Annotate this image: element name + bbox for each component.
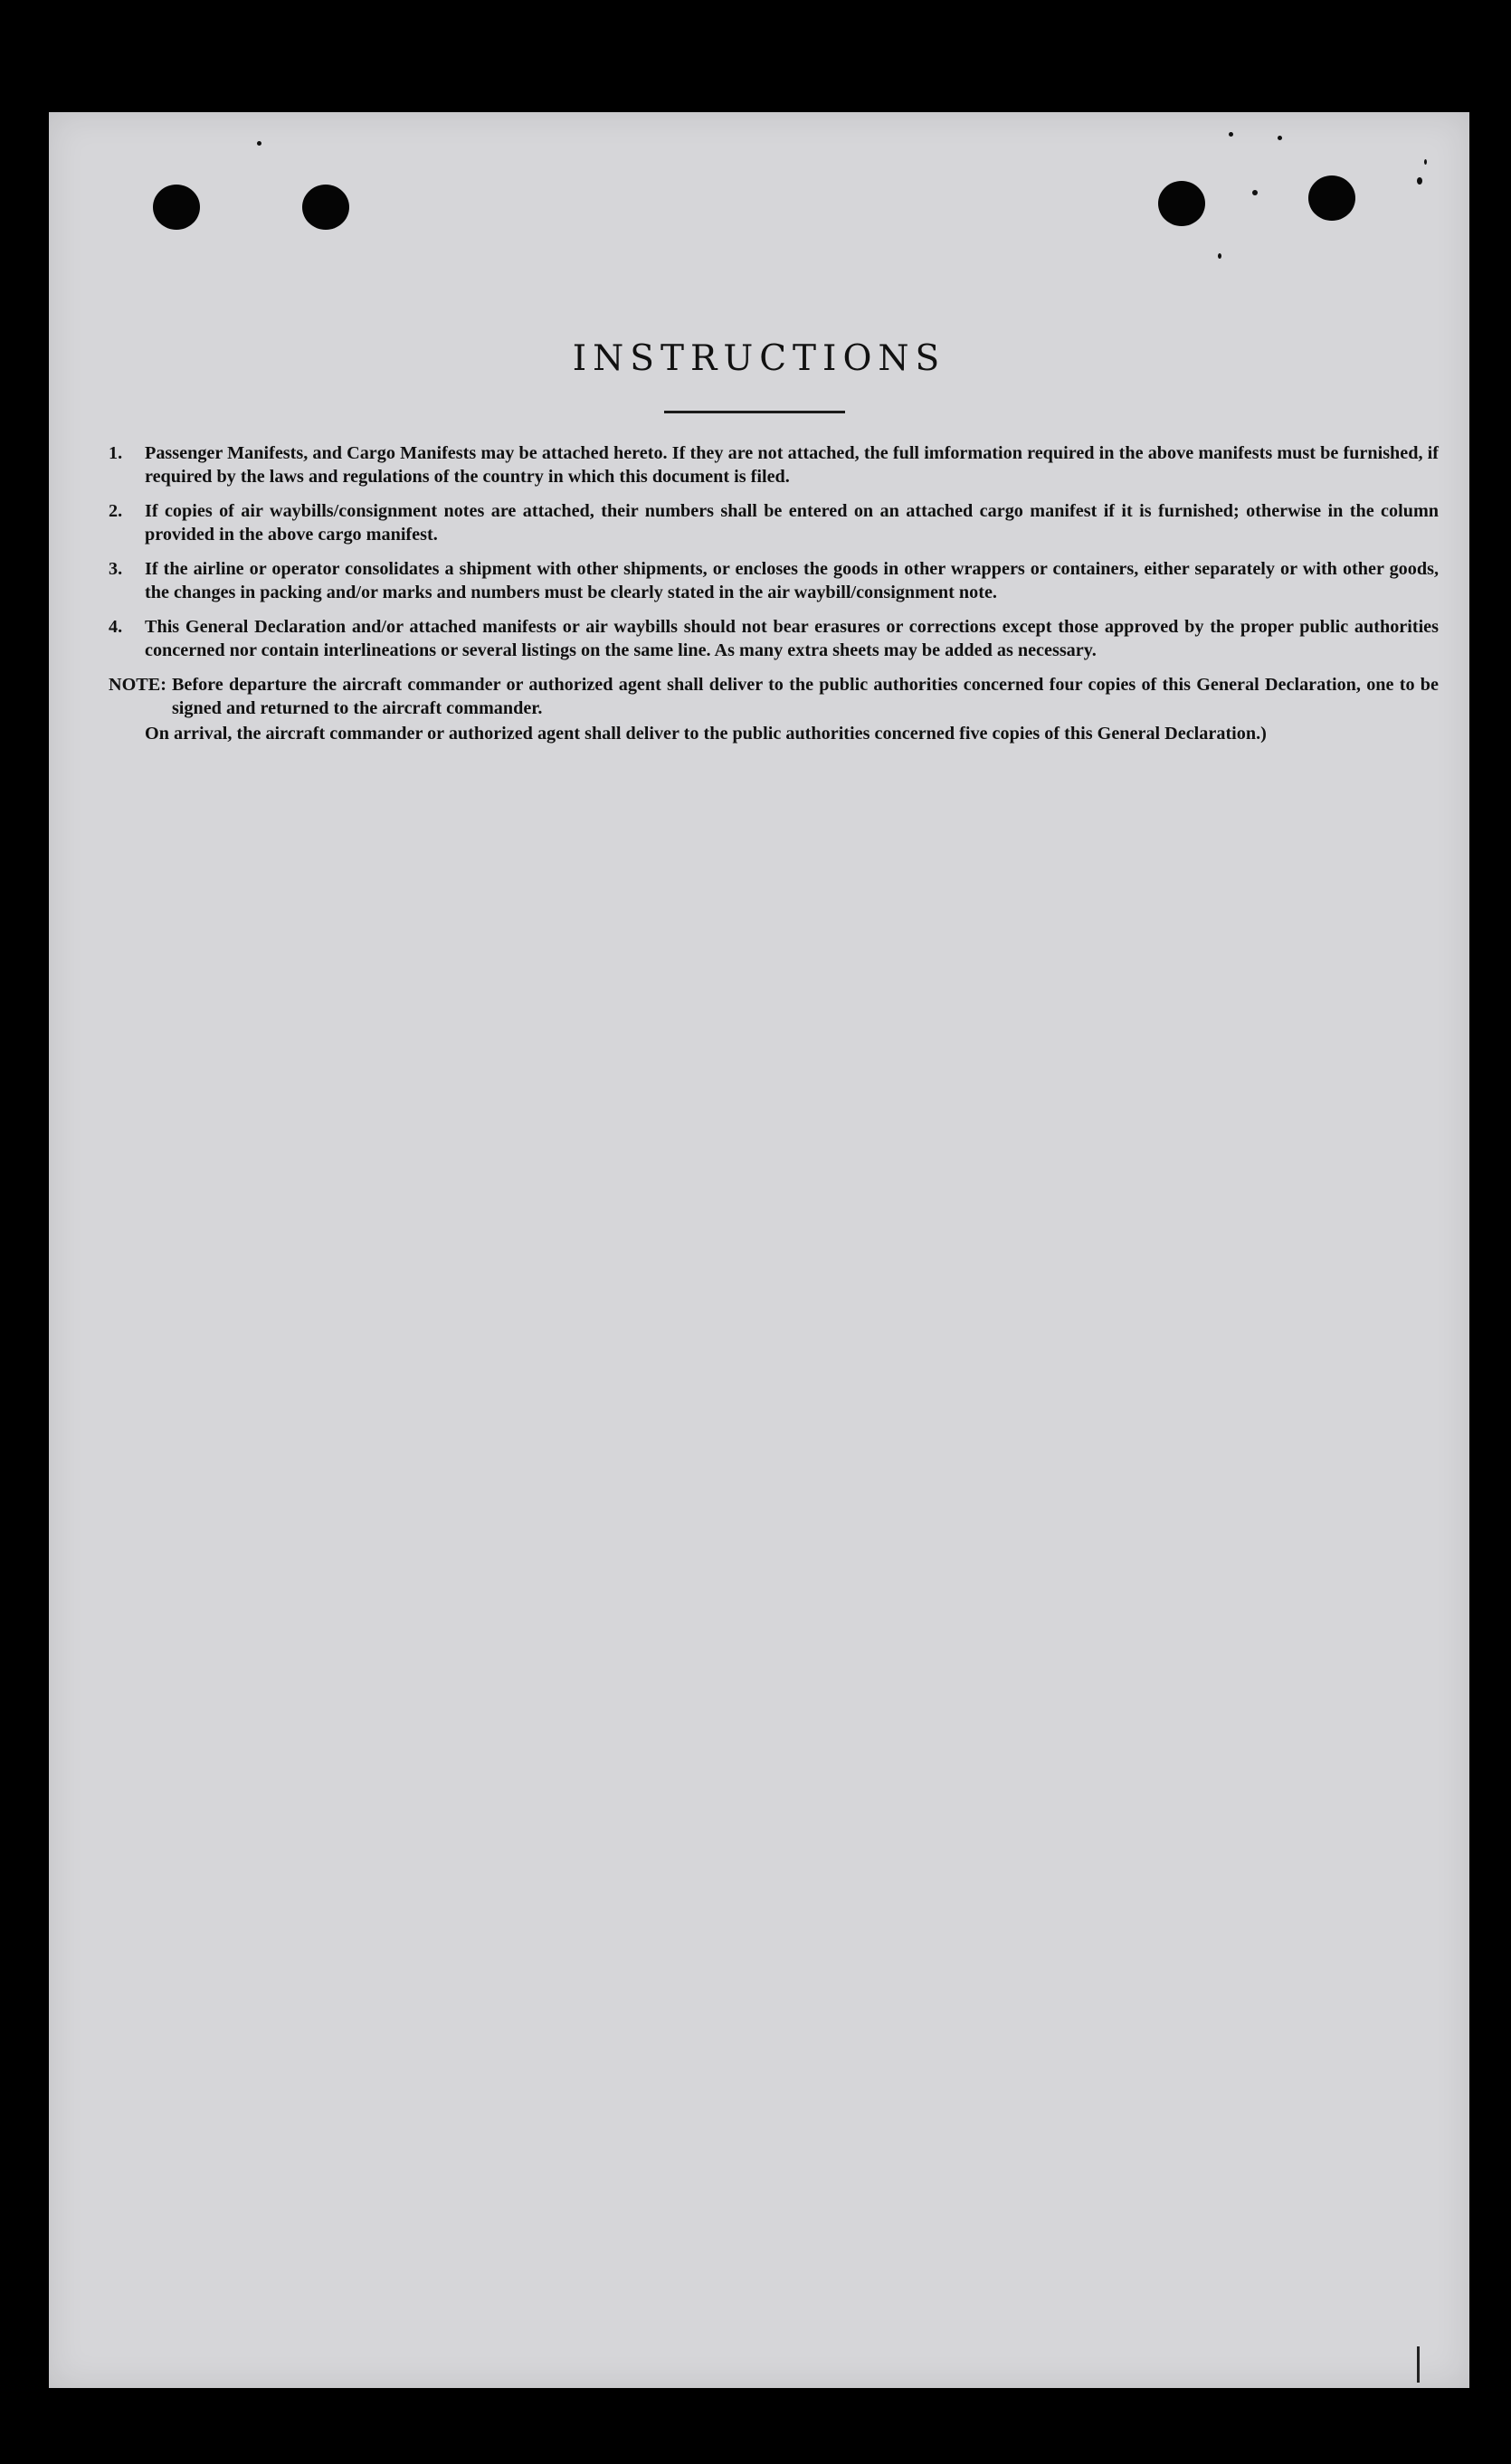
punch-hole-right-1 xyxy=(1158,181,1205,226)
title-underline xyxy=(664,411,845,413)
speck xyxy=(1218,253,1221,259)
speck xyxy=(1278,136,1282,140)
note-label: NOTE: xyxy=(109,675,166,695)
instruction-item xyxy=(109,499,1439,546)
item-text: If copies of air waybills/consignment notes are attached, their numbers shall be entered on an attached cargo manifest if it is furnished; otherwise in the column provided in the above cargo manifest. xyxy=(145,501,1439,545)
item-number: 1. xyxy=(109,443,123,463)
speck xyxy=(1252,190,1258,195)
document-sheet xyxy=(49,112,1469,2388)
item-number: 3. xyxy=(109,559,123,579)
instructions-list xyxy=(109,441,1439,745)
item-number: 2. xyxy=(109,501,123,521)
item-number: 4. xyxy=(109,617,123,637)
instruction-item xyxy=(109,441,1439,488)
instruction-item xyxy=(109,615,1439,662)
item-text: If the airline or operator consolidates a shipment with other shipments, or encloses the goods in other wrappers or containers, either separately or with other goods, the changes in packing and/or marks and numbers must be clearly stated in the air waybill/consignment note. xyxy=(145,559,1439,602)
speck xyxy=(1424,159,1427,165)
item-text: Passenger Manifests, and Cargo Manifests may be attached hereto. If they are not attached, the full imformation required in the above manifests must be furnished, if required by the laws and regulations of the country in which this document is filed. xyxy=(145,443,1439,487)
edge-mark xyxy=(1417,2346,1420,2383)
punch-hole-left-1 xyxy=(153,185,200,230)
speck xyxy=(1417,177,1422,185)
instruction-item xyxy=(109,557,1439,604)
item-text: This General Declaration and/or attached manifests or air waybills should not bear erasures or corrections except those approved by the proper public authorities concerned nor contain interlineations or several listings on the same line. As many extra sheets may be added as necessary. xyxy=(145,617,1439,660)
punch-hole-right-2 xyxy=(1308,175,1355,221)
page-title: INSTRUCTIONS xyxy=(572,338,946,379)
note-continuation: On arrival, the aircraft commander or authorized agent shall deliver to the public authorities concerned five copies of this General Declaration.) xyxy=(145,724,1267,744)
punch-hole-left-2 xyxy=(302,185,349,230)
note-text: Before departure the aircraft commander or authorized agent shall deliver to the public authorities concerned four copies of this General Declaration, one to be signed and returned to the aircraft commander. xyxy=(171,675,1439,718)
note-block xyxy=(109,673,1439,720)
speck xyxy=(1229,132,1233,137)
speck xyxy=(257,141,261,146)
